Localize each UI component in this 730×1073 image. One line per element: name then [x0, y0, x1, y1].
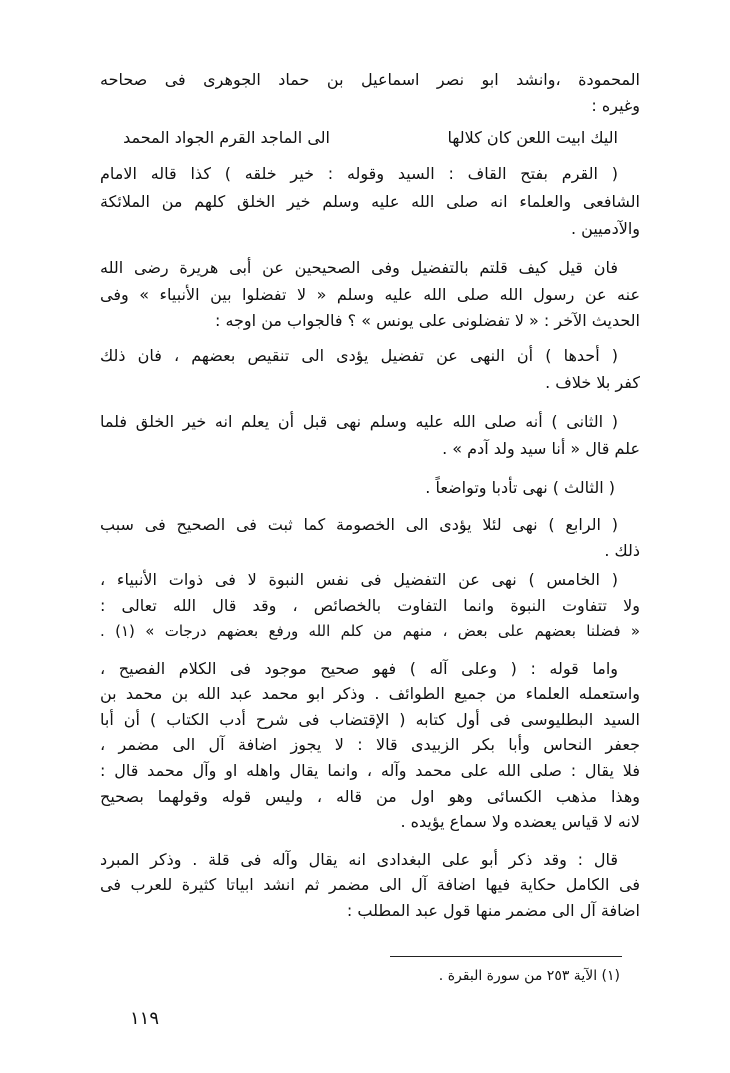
- verse-hemistich-left: الى الماجد القرم الجواد المحمد: [123, 128, 330, 147]
- text-line: ( الثالث ) نهى تأدبا وتواضعاً .: [425, 478, 615, 497]
- text-line: ( أحدها ) أن النهى عن تفضيل يؤدى الى تنقيص بعضهم ، فان ذلك: [100, 346, 618, 365]
- text-line: اضافة آل الى مضمر منها قول عبد المطلب :: [346, 901, 640, 920]
- text-line: جعفر النحاس وأبا بكر الزبيدى قالا : لا يجوز اضافة آل الى مضمر ،: [100, 735, 640, 754]
- text-line: فى الكامل حكاية فيها اضافة آل الى مضمر ثم انشد ابياتا كثيرة للعرب فى: [100, 875, 640, 894]
- text-line: الشافعى والعلماء انه صلى الله عليه وسلم خير الخلق كلهم من الملائكة: [100, 192, 640, 211]
- text-line: وهذا مذهب الكسائى وهو اول من قاله ، وليس قوله وقولهما بصحيح: [100, 787, 640, 806]
- text-line: واما قوله : ( وعلى آله ) فهو صحيح موجود فى الكلام الفصيح ،: [100, 659, 618, 678]
- text-line: لانه لا قياس يعضده ولا سماع يؤيده .: [400, 812, 640, 831]
- footnote-separator: [390, 956, 622, 957]
- text-line: ذلك .: [604, 541, 640, 560]
- text-line: الحديث الآخر : « لا تفضلونى على يونس » ؟ فالجواب من اوجه :: [214, 311, 640, 330]
- text-line: « فضلنا بعضهم على بعض ، منهم من كلم الله ورفع بعضهم درجات » (١) .: [100, 622, 641, 640]
- text-line: واستعمله العلماء من جميع الطوائف . وذكر ابو محمد عبد الله بن محمد بن: [100, 684, 640, 703]
- text-line: ( الثانى ) أنه صلى الله عليه وسلم نهى قبل أن يعلم انه خير الخلق فلما: [100, 412, 618, 431]
- text-line: ( القرم بفتح القاف : السيد وقوله : خير خلقه ) كذا قاله الامام: [100, 164, 618, 183]
- text-line: ( الخامس ) نهى عن التفضيل فى نفس النبوة لا فى ذوات الأنبياء ،: [100, 570, 618, 589]
- text-line: المحمودة ،وانشد ابو نصر اسماعيل بن حماد الجوهرى فى صحاحه: [100, 70, 640, 89]
- text-line: والآدميين .: [571, 219, 640, 238]
- page-number: ١١٩: [130, 1008, 160, 1029]
- text-line: علم قال « أنا سيد ولد آدم » .: [442, 439, 640, 458]
- footnote: (١) الآية ٢٥٣ من سورة البقرة .: [438, 968, 620, 984]
- text-line: ( الرابع ) نهى لئلا يؤدى الى الخصومة كما ثبت فى الصحيح فى سبب: [100, 515, 618, 534]
- text-line: كفر بلا خلاف .: [545, 373, 640, 392]
- text-line: السيد البطليوسى فى أول كتابه ( الإقتضاب فى شرح أدب الكتاب ) أن أبا: [100, 710, 640, 729]
- text-line: قال : وقد ذكر أبو على البغدادى انه يقال وآله فى قلة . وذكر المبرد: [100, 850, 618, 869]
- text-line: ولا تتفاوت النبوة وانما التفاوت بالخصائص ، وقد قال الله تعالى :: [100, 596, 640, 615]
- text-line: فلا يقال : صلى الله على محمد وآله ، وانما يقال واهله او وآل محمد قال :: [100, 761, 640, 780]
- text-line: عنه عن رسول الله صلى الله عليه وسلم « لا تفضلوا بين الأنبياء » وفى: [100, 285, 640, 304]
- text-line: وغيره :: [591, 96, 640, 115]
- verse-hemistich-right: اليك ابيت اللعن كان كلالها: [447, 128, 618, 147]
- text-line: فان قيل كيف قلتم بالتفضيل وفى الصحيحين عن أبى هريرة رضى الله: [100, 258, 618, 277]
